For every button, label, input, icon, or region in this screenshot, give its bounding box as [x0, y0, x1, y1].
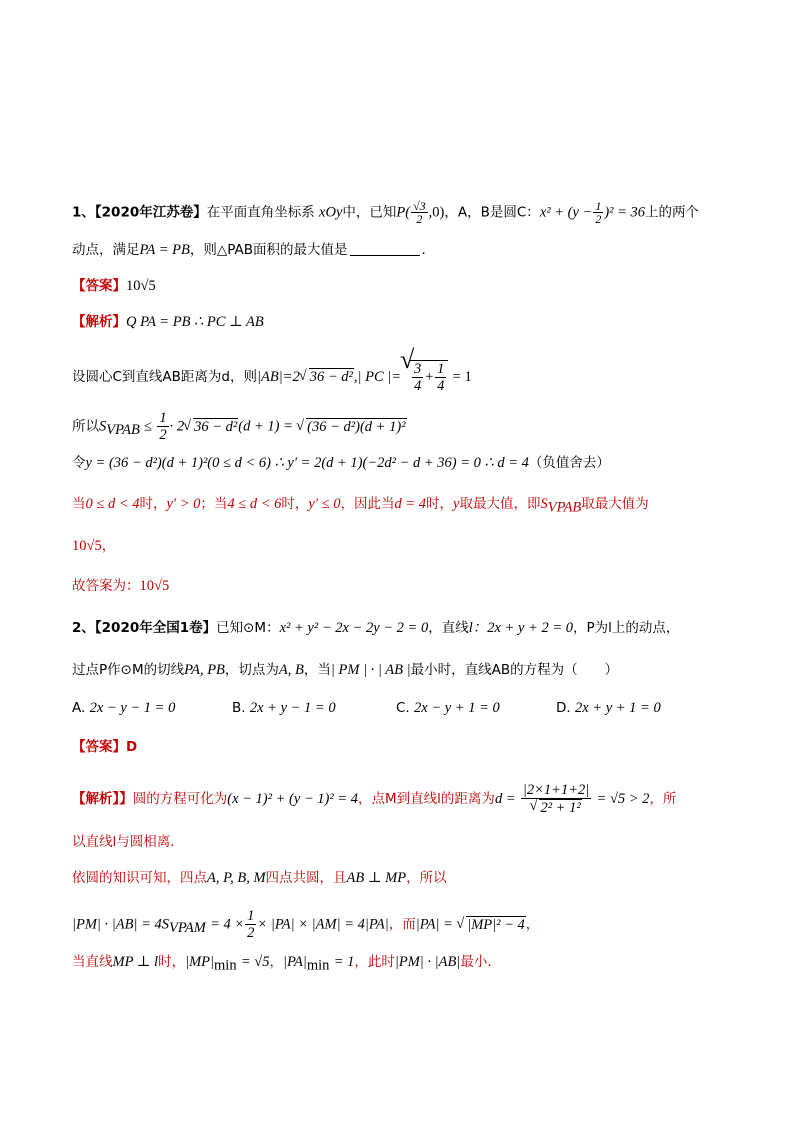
q1-text: 上的两个 [645, 204, 700, 221]
fraction-numerator: |2×1+1+2| [522, 782, 590, 798]
radicand: 36 − d² [194, 418, 238, 435]
q1-analysis-6 [72, 536, 115, 556]
q1-text: 动点，满足 [72, 242, 140, 258]
analysis-math: (x − 1)² + (y − 1)² = 4 [227, 791, 359, 807]
analysis-math: y = (36 − d²)(d + 1)²(0 ≤ d < 6) ∴ y′ = 2(d + 1)(−2d² − d + 36) = 0 ∴ d = 4 [85, 455, 529, 471]
q2-option-c[interactable] [396, 700, 500, 717]
q2-analysis-3 [72, 868, 447, 888]
q1-analysis-7 [72, 576, 169, 596]
analysis-math: S [540, 496, 548, 512]
analysis-text: 时， [158, 954, 186, 970]
q2-option-d[interactable] [556, 700, 661, 717]
option-label: A. [72, 700, 86, 716]
analysis-math: AB ⊥ MP [346, 870, 407, 886]
q1-analysis-3 [72, 410, 407, 443]
analysis-math: 4 ≤ d < 6 [227, 496, 282, 512]
analysis-text: 取最大值，即 [459, 496, 541, 512]
q1-source: 【2020年江苏卷】 [94, 204, 207, 221]
analysis-math: S [99, 418, 107, 435]
analysis-math: 10√5 [72, 538, 102, 554]
subscript: min [214, 957, 237, 974]
sqrt [530, 799, 581, 816]
analysis-math: = 4 × [210, 916, 245, 933]
q2-line-l: l： [468, 620, 488, 636]
q1-coord-system: xOy [319, 204, 343, 221]
analysis-text: 以直线l与圆相离． [72, 834, 184, 850]
fraction [157, 410, 168, 443]
analysis-text: ，点M到直线l的距离为 [358, 791, 495, 807]
analysis-math: ,| PC |= [353, 368, 402, 385]
q1-condition: PA = PB [139, 242, 190, 258]
analysis-text: ，此时 [354, 954, 395, 970]
analysis-text: 最小. [460, 954, 492, 970]
q2-text: ，P为l上的动点， [572, 620, 680, 636]
q1-analysis-2 [72, 360, 472, 394]
analysis-text: 圆的方程可化为 [132, 791, 228, 807]
sqrt [401, 360, 448, 394]
q2-text: ，当 [303, 662, 331, 678]
analysis-math: |PM| · |AB| [394, 954, 461, 970]
analysis-math: |PM| · |AB| = 4S [72, 916, 170, 933]
analysis-text: 当直线 [72, 954, 113, 970]
analysis-math: |PA| [283, 954, 307, 970]
answer-label: 【答案】 [72, 278, 126, 294]
fraction-numerator: √ 3 [414, 361, 422, 377]
q1-text: 在平面直角坐标系 [206, 204, 315, 221]
q2-option-b[interactable] [232, 700, 336, 717]
q1-point-fraction [411, 200, 428, 225]
fraction-numerator: 1 [437, 361, 445, 377]
q2-text: ，切点为 [224, 662, 279, 678]
subscript: VPAM [169, 920, 206, 937]
q1-analysis-1 [72, 312, 264, 332]
analysis-math: = √5 > 2 [596, 791, 650, 807]
analysis-text: ，所 [649, 791, 677, 807]
radicand [410, 360, 448, 394]
q2-stem-line1 [72, 618, 679, 638]
option-text: 2x + y − 1 = 0 [249, 700, 336, 716]
analysis-text: 令 [72, 455, 86, 471]
q1-circle-fraction [593, 200, 603, 225]
analysis-text: 四点共圆，且 [265, 870, 347, 886]
fraction-denominator: 4 [437, 378, 445, 394]
fraction [245, 908, 256, 941]
q1-text: 中，已知 [342, 204, 397, 221]
q2-text: 过点P作⊙M的切线 [72, 662, 185, 678]
analysis-text: 当 [72, 496, 86, 512]
option-label: C. [396, 700, 410, 716]
analysis-math: Q PA = PB ∴ PC ⊥ AB [126, 314, 264, 330]
analysis-math: 10√5 [139, 578, 170, 594]
analysis-math: × |PA| × |AM| = 4|PA| [257, 916, 389, 933]
q1-analysis-4 [72, 453, 610, 473]
analysis-text: 时， [139, 496, 167, 512]
answer-blank [350, 241, 420, 256]
q1-circle-equation-end: )² = 36 [604, 204, 646, 221]
q1-circle-equation: x² + (y − [539, 204, 593, 221]
subscript: VPAB [547, 499, 582, 516]
option-text: 2x − y + 1 = 0 [414, 700, 500, 716]
analysis-math: A, P, B, M [207, 870, 266, 886]
answer-value: D [126, 739, 138, 755]
fraction-denominator: 2 [159, 427, 167, 443]
q2-circle-equation: x² + y² − 2x − 2y − 2 = 0 [279, 620, 429, 636]
q2-math: A, B [278, 662, 304, 678]
q1-stem-line2 [72, 240, 426, 260]
option-text: 2x + y + 1 = 0 [574, 700, 661, 716]
analysis-math: d = [494, 791, 516, 807]
fraction-numerator: 1 [595, 199, 602, 213]
fraction-denominator [528, 799, 583, 816]
analysis-math: ≤ [144, 418, 153, 435]
q2-text: 已知⊙M： [216, 620, 280, 636]
q2-answer [72, 737, 137, 757]
analysis-text: ，所以 [406, 870, 447, 886]
q2-math: | PM | · | AB | [330, 662, 411, 678]
analysis-label: 【解析】 [72, 314, 126, 330]
analysis-math: = √5 [240, 954, 270, 970]
analysis-text: ，因此当 [340, 496, 395, 512]
q1-analysis-5 [72, 494, 649, 518]
fraction-denominator: 4 [414, 378, 422, 394]
distance-fraction [521, 782, 591, 816]
q2-analysis-1 [72, 782, 676, 816]
answer-label: 【答案】 [72, 739, 126, 755]
analysis-text: ， [101, 538, 116, 554]
option-label: B. [232, 700, 246, 716]
q2-option-a[interactable] [72, 700, 175, 717]
radicand: 2² + 1² [540, 800, 581, 816]
analysis-math: = 1 [452, 368, 472, 385]
analysis-math: |MP| [185, 954, 215, 970]
fraction-denominator: 2 [416, 212, 423, 226]
analysis-math: 0 ≤ d < 4 [85, 496, 140, 512]
q2-number: 2、 [72, 620, 95, 636]
analysis-text: 故答案为： [72, 578, 140, 594]
q2-math: PA, PB [184, 662, 225, 678]
fraction-numerator: 1 [159, 410, 167, 426]
subscript: min [306, 957, 330, 974]
analysis-text: ，而 [388, 916, 416, 933]
sqrt [184, 417, 238, 437]
analysis-math: y′ > 0 [166, 496, 201, 512]
analysis-text: 取最大值为 [581, 496, 649, 512]
q1-number: 1、 [72, 204, 95, 221]
answer-value: 10√5 [126, 278, 156, 294]
analysis-text: 依圆的知识可知，四点 [72, 870, 207, 886]
sqrt [297, 417, 406, 437]
radicand: |MP|² − 4 [467, 916, 525, 933]
analysis-math: |PA| = [415, 916, 453, 933]
option-text: 2x − y − 1 = 0 [89, 700, 176, 716]
analysis-text: 时， [281, 496, 309, 512]
analysis-math: y′ ≤ 0 [308, 496, 341, 512]
q2-analysis-2 [72, 832, 184, 852]
q2-source: 【2020年全国1卷】 [94, 620, 217, 636]
sqrt [457, 915, 526, 935]
fraction-denominator: 2 [247, 925, 255, 941]
analysis-text: 所以 [72, 418, 99, 435]
q2-text: ，直线 [428, 620, 469, 636]
analysis-text: 时， [426, 496, 454, 512]
analysis-math: = 1 [333, 954, 355, 970]
analysis-math: y [453, 496, 460, 512]
q2-text: 最小时，直线AB的方程为（ ） [410, 662, 619, 678]
q1-text: ，A，B是圆C： [444, 204, 540, 221]
sqrt [300, 367, 354, 387]
analysis-text: ， [269, 954, 283, 970]
q2-analysis-5 [72, 952, 492, 976]
q1-answer [72, 276, 156, 296]
q1-text: . [421, 242, 426, 258]
q1-text: ，则△PAB面积的最大值是 [189, 242, 348, 258]
fraction-numerator: 1 [247, 908, 255, 924]
fraction [435, 361, 446, 394]
analysis-text: 设圆心C到直线AB距离为d，则 [72, 368, 257, 385]
analysis-math: (d + 1) = [238, 418, 293, 435]
q1-point-p-end: ,0) [428, 204, 445, 221]
analysis-text: ；当 [200, 496, 228, 512]
q2-analysis-4 [72, 908, 539, 941]
q2-line-equation: 2x + y + 2 = 0 [487, 620, 573, 636]
q2-stem-line2 [72, 660, 618, 680]
analysis-math: d = 4 [394, 496, 427, 512]
radicand: 36 − d² [309, 368, 353, 385]
fraction [412, 361, 423, 394]
analysis-note: （负值舍去） [528, 455, 610, 471]
analysis-math: · 2 [169, 418, 185, 435]
radicand: (36 − d²)(d + 1)² [307, 418, 406, 435]
option-label: D. [556, 700, 571, 716]
analysis-label: 【解析】】 [72, 791, 133, 807]
q1-point-p: P( [396, 204, 411, 221]
fraction-denominator: 2 [595, 212, 602, 226]
analysis-math: |AB|=2 [257, 368, 300, 385]
plus: + [424, 368, 435, 385]
analysis-text: ， [525, 916, 540, 933]
analysis-math: MP ⊥ l [112, 954, 159, 970]
subscript: VPAB [106, 422, 140, 439]
fraction-numerator: √3 [413, 199, 426, 213]
q1-stem-line1 [72, 200, 699, 225]
